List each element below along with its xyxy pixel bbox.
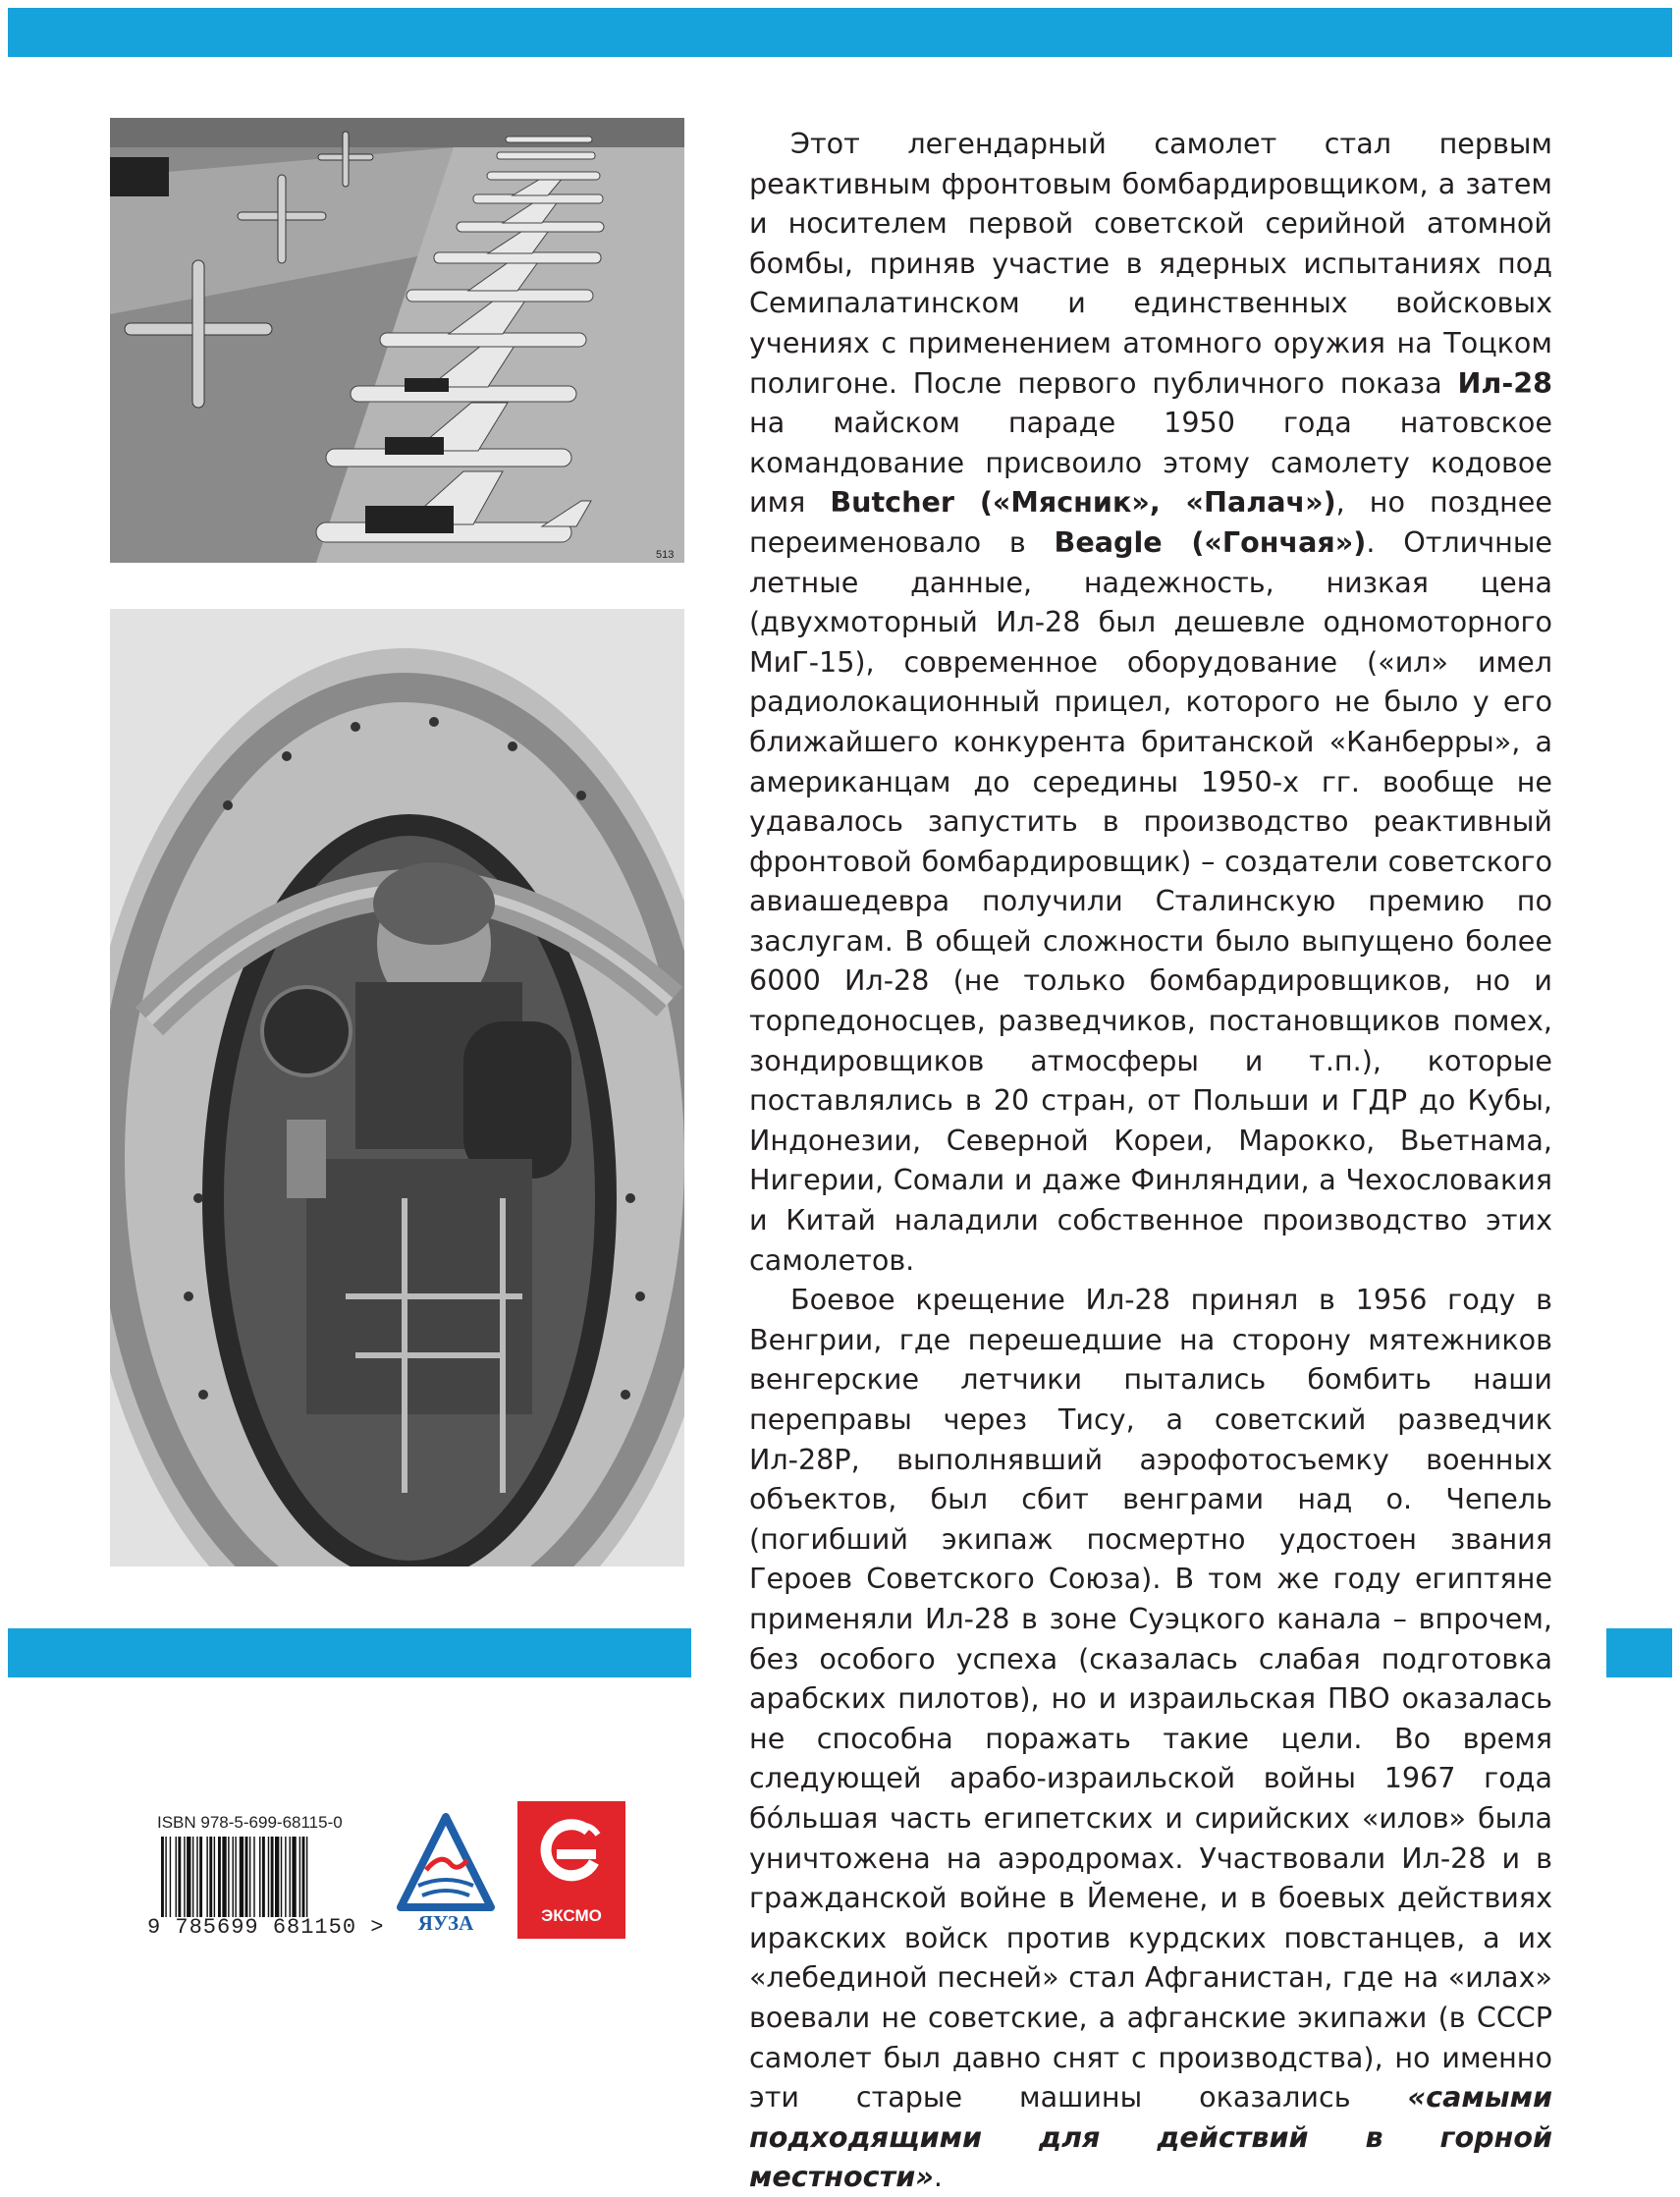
barcode-bar — [275, 1837, 279, 1917]
barcode-bar — [165, 1837, 166, 1917]
barcode-bar — [306, 1837, 307, 1917]
barcode-bar — [178, 1837, 181, 1917]
airfield-photo — [110, 118, 684, 563]
barcode-bar — [176, 1837, 177, 1917]
yauza-logo-icon — [397, 1813, 495, 1911]
barcode-bar — [192, 1837, 193, 1917]
p2-text-1: Боевое крещение Ил-28 принял в 1956 году в Венгрии, где перешедшие на сторону мятежников венгерские летчики пытались бомбить наши переправы через Тису, а советский разведчик Ил-28Р, выполнявший аэрофотосъемку военных объектов, был сбит венграми над о. Чепель (погибший экипаж посмертно удостоен звания Героев Советского Союза). В том же году египтяне применяли Ил-28 в зоне Суэцкого канала – впрочем, без особого успеха (сказалась слабая подготовка арабских пилотов), но и израильская ПВО оказалась не способна поражать такие цели. Во время следующей арабо-израильской войны 1967 года бо́льшая часть египетских и сирийских «илов» была уничтожена на аэродромах. Участвовали Ил-28 и в гражданской войне в Йемене, и в боевых действиях иракских войск против курдских повстанцев, а их «лебединой песней» стал Афганистан, где на «илах» воевали не советские, а афганские экипажи (в СССР самолет был давно снят с производства), но именно эти старые машины оказались — [749, 1283, 1552, 2115]
barcode-bar — [235, 1837, 236, 1917]
p2-text-end: . — [933, 2160, 943, 2194]
barcode-bar — [222, 1837, 226, 1917]
barcode-bar — [184, 1837, 185, 1917]
cockpit-photo — [110, 609, 684, 1566]
p1-text-3: , но позднее переименовало в — [749, 485, 1552, 559]
p1-bold-beagle: Beagle («Гончая») — [1054, 524, 1367, 559]
eksmo-logo — [517, 1801, 625, 1939]
barcode-bar — [199, 1837, 202, 1917]
barcode-bar — [259, 1837, 260, 1917]
p1-bold-il28: Ил-28 — [1457, 365, 1552, 400]
right-accent-bar — [1606, 1628, 1672, 1677]
eksmo-logo-text: ЭКСМО — [541, 1906, 602, 1925]
barcode-bar — [206, 1837, 207, 1917]
barcode-bar — [196, 1837, 197, 1917]
airfield-photo-illustration — [110, 118, 684, 563]
article-paragraph-1 — [749, 124, 1552, 1280]
barcode-bar — [292, 1837, 296, 1917]
isbn-text: ISBN 978-5-699-68115-0 — [157, 1813, 343, 1832]
barcode-bar — [240, 1837, 244, 1917]
top-accent-bar — [8, 8, 1672, 57]
barcode-bar — [285, 1837, 286, 1917]
barcode-bar — [214, 1837, 215, 1917]
p2-closing-quote: «самыми подходящими для действий в горной местности» — [749, 2080, 1552, 2194]
article-paragraph-2 — [749, 1280, 1552, 2197]
p1-bold-butcher: Butcher («Мясник», «Палач») — [830, 485, 1336, 520]
yauza-logo — [397, 1813, 495, 1941]
barcode-block — [147, 1813, 385, 1941]
barcode-bar — [302, 1837, 305, 1917]
p1-text-4: . Отличные летные данные, надежность, низкая цена (двухмоторный Ил-28 был дешевле одномоторного МиГ-15), современное оборудование («ил» имел радиолокационный прицел, которого не было у его ближайшего конкурента британской «Канберры», а американцам до середины 1950-х гг. вообще не удавалось запустить в производство реактивный фронтовой бомбардировщик) – создатели советского авиашедевра получили Сталинскую премию по заслугам. В общей сложности было выпущено более 6000 Ил-28 (не только бомбардировщиков, но и торпедоносцев, разведчиков, постановщиков помех, зондировщиков атмосферы и т.п.), которые поставлялись в 20 стран, от Польши и ГДР до Кубы, Индонезии, Северной Кореи, Марокко, Вьетнама, Нигерии, Сомали и даже Финляндии, а Чехословакия и Китай наладили собственное производство этих самолетов. — [749, 524, 1552, 1277]
barcode-bar — [249, 1837, 250, 1917]
barcode-bar — [233, 1837, 234, 1917]
barcode-bar — [228, 1837, 229, 1917]
barcode-bar — [299, 1837, 300, 1917]
p1-text-1: Этот легендарный самолет стал первым реактивным фронтовым бомбардировщиком, а затем и носителем первой советской серийной атомной бомбы, приняв участие в ядерных испытаниях под Семипалатинском и единственных войсковых учениях с применением атомного оружия на Тоцком полигоне. После первого публичного показа — [749, 127, 1552, 400]
barcode-bar — [262, 1837, 265, 1917]
barcode-bar — [218, 1837, 221, 1917]
yauza-logo-text: ЯУЗА — [417, 1911, 474, 1935]
p1-text-2: на майском параде 1950 года натовское командование присвоило этому самолету кодовое имя — [749, 406, 1552, 520]
barcode-bar — [209, 1837, 212, 1917]
barcode-bar — [271, 1837, 274, 1917]
left-accent-bar — [8, 1628, 691, 1677]
photo-marking: 513 — [656, 549, 675, 561]
barcode-bar — [281, 1837, 282, 1917]
barcode-bar — [187, 1837, 190, 1917]
barcode-bar — [290, 1837, 291, 1917]
barcode-bar — [253, 1837, 254, 1917]
barcode-bar — [268, 1837, 269, 1917]
cockpit-photo-illustration — [110, 609, 684, 1566]
ean-digits: 9 785699 681150 > — [147, 1915, 385, 1940]
barcode-icon — [161, 1837, 362, 1917]
barcode-bar — [161, 1837, 164, 1917]
barcode-bar — [170, 1837, 171, 1917]
article-text — [749, 124, 1552, 2197]
eksmo-logo-icon — [517, 1801, 625, 1904]
barcode-bar — [245, 1837, 248, 1917]
